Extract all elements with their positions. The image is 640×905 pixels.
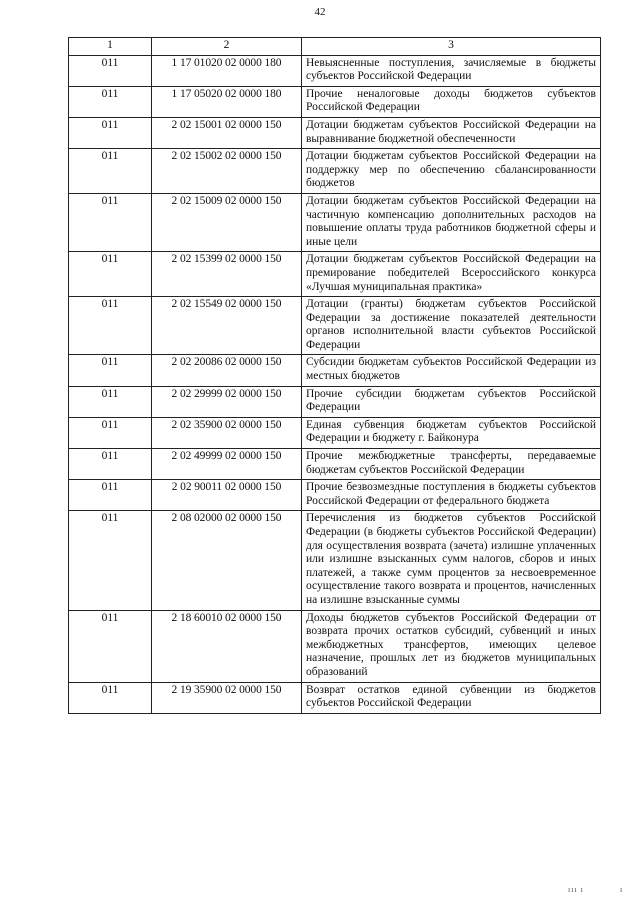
revenue-name-cell: Прочие субсидии бюджетам субъектов Российской Федерации	[302, 386, 601, 417]
revenue-code-cell: 2 02 15009 02 0000 150	[152, 193, 302, 251]
admin-code-cell: 011	[69, 355, 152, 386]
revenue-name-cell: Невыясненные поступления, зачисляемые в бюджеты субъектов Российской Федерации	[302, 55, 601, 86]
admin-code-cell: 011	[69, 149, 152, 194]
revenue-code-cell: 2 02 15001 02 0000 150	[152, 117, 302, 148]
revenue-name-cell: Прочие неналоговые доходы бюджетов субъектов Российской Федерации	[302, 86, 601, 117]
revenue-code-cell: 2 18 60010 02 0000 150	[152, 610, 302, 682]
header-col-1: 1	[69, 38, 152, 56]
revenue-code-cell: 2 02 15399 02 0000 150	[152, 252, 302, 297]
revenue-name-cell: Возврат остатков единой субвенции из бюджетов субъектов Российской Федерации	[302, 682, 601, 713]
revenue-name-cell: Субсидии бюджетам субъектов Российской Федерации из местных бюджетов	[302, 355, 601, 386]
revenue-name-cell: Дотации бюджетам субъектов Российской Федерации на частичную компенсацию дополнительных расходов на повышение оплаты труда работников бюджетной сферы и иные цели	[302, 193, 601, 251]
table-row	[69, 252, 601, 297]
revenue-name-cell: Дотации бюджетам субъектов Российской Федерации на премирование победителей Всероссийского конкурса «Лучшая муниципальная практика»	[302, 252, 601, 297]
revenue-code-cell: 2 02 20086 02 0000 150	[152, 355, 302, 386]
admin-code-cell: 011	[69, 386, 152, 417]
revenue-code-cell: 2 02 35900 02 0000 150	[152, 417, 302, 448]
revenue-code-cell: 2 02 90011 02 0000 150	[152, 480, 302, 511]
revenue-code-cell: 2 02 15002 02 0000 150	[152, 149, 302, 194]
table-row	[69, 682, 601, 713]
table-row	[69, 55, 601, 86]
revenue-code-cell: 2 19 35900 02 0000 150	[152, 682, 302, 713]
admin-code-cell: 011	[69, 86, 152, 117]
admin-code-cell: 011	[69, 480, 152, 511]
header-row	[69, 38, 601, 56]
page-number: 42	[314, 6, 326, 18]
revenue-name-cell: Дотации (гранты) бюджетам субъектов Российской Федерации за достижение показателей деятельности органов исполнительной власти субъектов Российской Федерации	[302, 297, 601, 355]
table-row	[69, 610, 601, 682]
table-row	[69, 480, 601, 511]
table-row	[69, 511, 601, 610]
admin-code-cell: 011	[69, 417, 152, 448]
table-row	[69, 297, 601, 355]
admin-code-cell: 011	[69, 511, 152, 610]
admin-code-cell: 011	[69, 117, 152, 148]
revenue-code-cell: 2 02 15549 02 0000 150	[152, 297, 302, 355]
revenue-codes-table	[68, 37, 601, 714]
revenue-name-cell: Дотации бюджетам субъектов Российской Федерации на выравнивание бюджетной обеспеченности	[302, 117, 601, 148]
admin-code-cell: 011	[69, 682, 152, 713]
table-row	[69, 117, 601, 148]
scan-mark-right: ı	[620, 885, 623, 894]
revenue-code-cell: 2 02 49999 02 0000 150	[152, 449, 302, 480]
table-row	[69, 193, 601, 251]
revenue-code-cell: 1 17 05020 02 0000 180	[152, 86, 302, 117]
table-row	[69, 386, 601, 417]
revenue-name-cell: Доходы бюджетов субъектов Российской Федерации от возврата прочих остатков субсидий, субвенций и иных межбюджетных трансфертов, имеющих целевое назначение, прошлых лет из бюджетов муниципальных образований	[302, 610, 601, 682]
header-col-3: 3	[302, 38, 601, 56]
admin-code-cell: 011	[69, 610, 152, 682]
admin-code-cell: 011	[69, 252, 152, 297]
table-row	[69, 355, 601, 386]
admin-code-cell: 011	[69, 297, 152, 355]
admin-code-cell: 011	[69, 449, 152, 480]
revenue-name-cell: Перечисления из бюджетов субъектов Российской Федерации (в бюджеты субъектов Российской Федерации) для осуществления возврата (зачета) излишне уплаченных или излишне взысканных сумм налогов, сборов и иных платежей, а также сумм процентов за несвоевременное осуществление такого возврата и процентов, начисленных на излишне взысканные суммы	[302, 511, 601, 610]
table-row	[69, 449, 601, 480]
table-row	[69, 86, 601, 117]
header-col-2: 2	[152, 38, 302, 56]
revenue-name-cell: Дотации бюджетам субъектов Российской Федерации на поддержку мер по обеспечению сбалансированности бюджетов	[302, 149, 601, 194]
revenue-code-cell: 2 08 02000 02 0000 150	[152, 511, 302, 610]
admin-code-cell: 011	[69, 193, 152, 251]
revenue-code-cell: 2 02 29999 02 0000 150	[152, 386, 302, 417]
revenue-name-cell: Прочие безвозмездные поступления в бюджеты субъектов Российской Федерации от федерального бюджета	[302, 480, 601, 511]
admin-code-cell: 011	[69, 55, 152, 86]
scan-mark: ııı ı	[568, 885, 584, 894]
table-row	[69, 149, 601, 194]
table-row	[69, 417, 601, 448]
revenue-name-cell: Единая субвенция бюджетам субъектов Российской Федерации и бюджету г. Байконура	[302, 417, 601, 448]
revenue-name-cell: Прочие межбюджетные трансферты, передаваемые бюджетам субъектов Российской Федерации	[302, 449, 601, 480]
revenue-code-cell: 1 17 01020 02 0000 180	[152, 55, 302, 86]
